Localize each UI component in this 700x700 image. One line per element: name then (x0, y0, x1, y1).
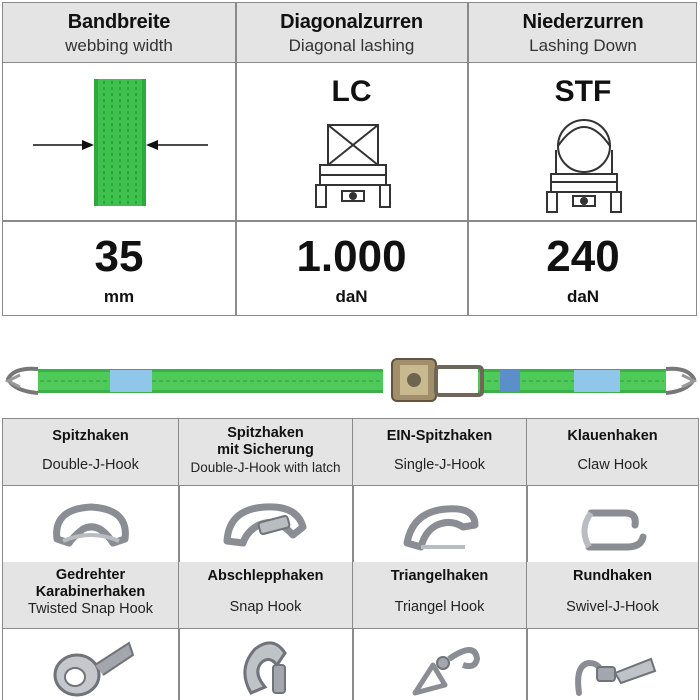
spec-table (2, 2, 697, 316)
hook-table (2, 418, 699, 700)
hook-header (353, 419, 526, 486)
hook-name-de: Abschlepphaken (207, 568, 324, 584)
header-lashing-down (468, 3, 698, 63)
hook-name-en: Twisted Snap Hook (28, 601, 153, 617)
value-unit: daN (335, 287, 368, 306)
hook-header (3, 419, 178, 486)
header-webbing-width (3, 3, 235, 63)
value-number: 240 (546, 232, 620, 281)
value-diagonal-lashing (236, 231, 467, 307)
header-title-en: webbing width (65, 36, 173, 55)
hook-name-de: Spitzhaken mit Sicherung (217, 425, 314, 458)
value-number: 1.000 (296, 232, 407, 281)
twisted-snap-hook-icon (43, 635, 143, 700)
divider (3, 220, 696, 222)
hook-name-en: Double-J-Hook with latch (190, 460, 341, 475)
hook-header (527, 419, 698, 486)
hook-name-de: Rundhaken (573, 568, 652, 584)
header-title-de: Bandbreite (67, 11, 171, 33)
hook-name-de: Triangelhaken (390, 568, 489, 584)
double-j-hook-icon (43, 499, 139, 559)
hook-name-en: Triangel Hook (394, 599, 485, 615)
value-number: 35 (94, 232, 144, 281)
header-title-en: Lashing Down (529, 36, 637, 55)
stf-code: STF (554, 75, 612, 108)
hook-name-de: Gedrehter Karabinerhaken (35, 567, 146, 600)
value-webbing-width (3, 231, 235, 307)
ratchet-strap-image (0, 345, 700, 415)
header-diagonal-lashing (236, 3, 467, 63)
hook-name-en: Claw Hook (577, 457, 648, 473)
lashing-down-icon (539, 116, 629, 216)
swivel-j-hook-icon (567, 635, 663, 700)
hook-header (179, 419, 352, 486)
snap-hook-icon (229, 635, 309, 700)
value-lashing-down (468, 231, 698, 307)
hook-name-en: Snap Hook (229, 599, 302, 615)
claw-hook-icon (569, 499, 655, 559)
lc-code: LC (331, 75, 372, 108)
hook-header (3, 562, 178, 629)
hook-header (527, 562, 698, 629)
header-title-de: Diagonalzurren (280, 11, 423, 33)
value-unit: daN (566, 287, 600, 306)
diagonal-lashing-icon (308, 121, 398, 216)
hook-name-de: Klauenhaken (567, 428, 658, 444)
triangel-hook-icon (403, 635, 487, 700)
header-title-en: Diagonal lashing (288, 36, 415, 55)
hook-header (353, 562, 526, 629)
webbing-width-icon (28, 75, 213, 210)
hook-name-en: Swivel-J-Hook (566, 599, 659, 615)
value-unit: mm (103, 287, 135, 306)
header-title-de: Niederzurren (522, 11, 644, 33)
hook-name-en: Single-J-Hook (393, 457, 486, 473)
hook-name-de: EIN-Spitzhaken (386, 428, 493, 444)
double-j-hook-latch-icon (215, 497, 315, 559)
hook-name-en: Double-J-Hook (42, 457, 139, 473)
hook-name-de: Spitzhaken (52, 428, 129, 444)
hook-header (179, 562, 352, 629)
single-j-hook-icon (391, 497, 487, 559)
